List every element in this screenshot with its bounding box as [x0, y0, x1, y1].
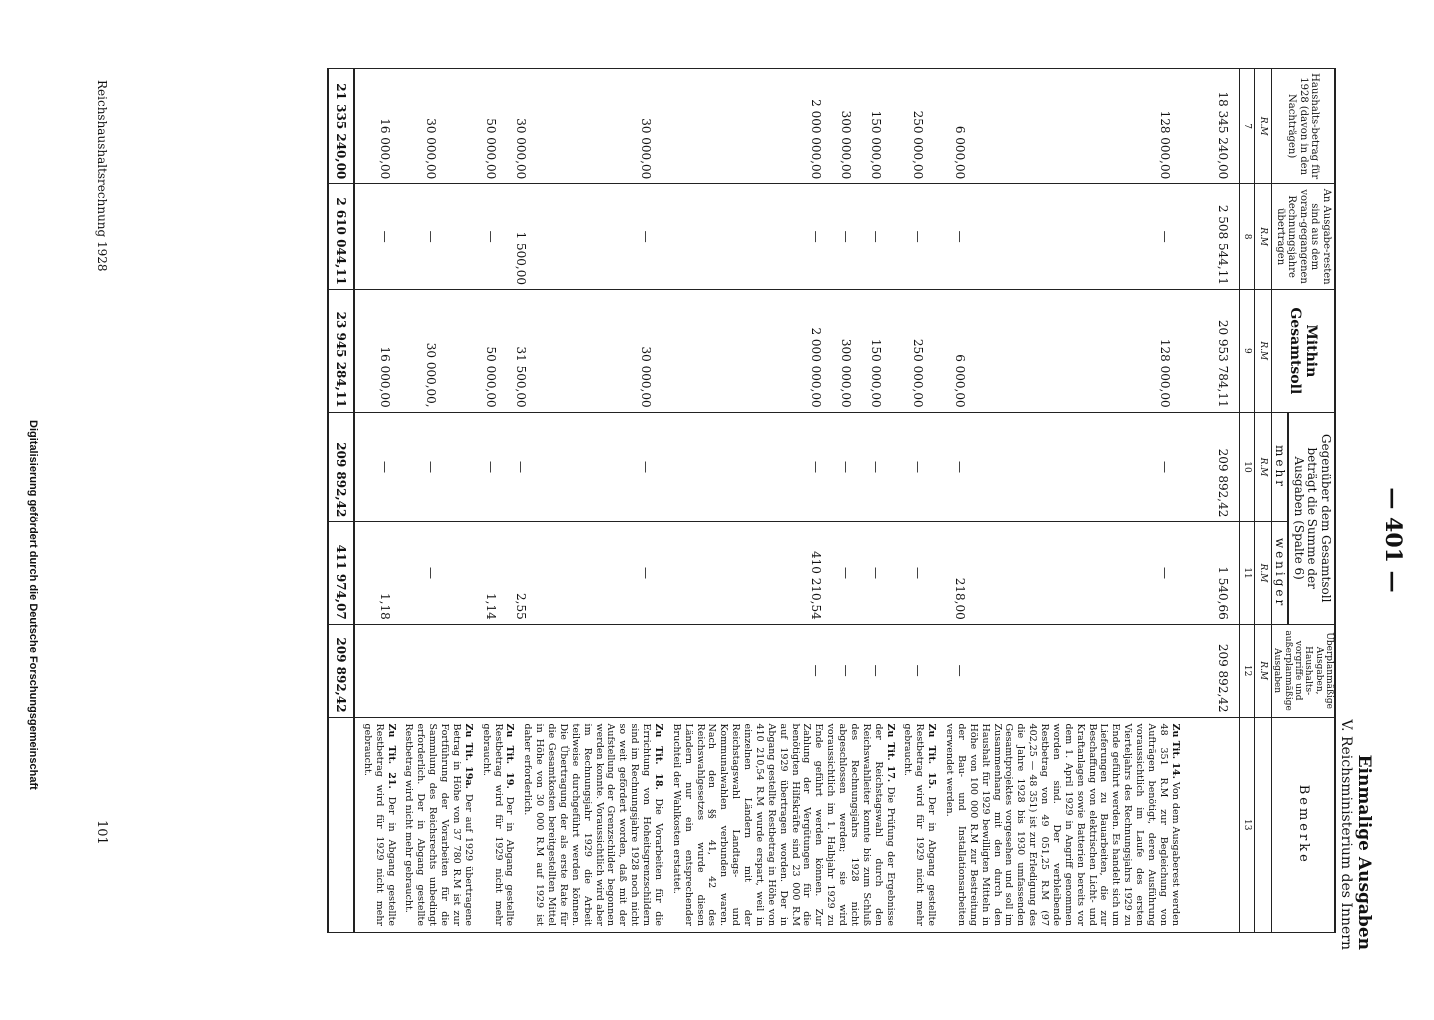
col-header-10: mehr — [1271, 412, 1288, 522]
unit-row — [1254, 69, 1271, 933]
cell-c10: — — [639, 412, 809, 522]
total-c13 — [328, 717, 354, 932]
col-header-12: Überplanmäßige Ausgaben, Haushalts-vorgriffe und außerplanmäßige Ausgaben — [1271, 624, 1335, 717]
cell-c10: — — [809, 412, 839, 522]
cell-c7: 30 000,00 — [639, 69, 809, 184]
cell-c11: — — [911, 522, 953, 624]
unit-cell: R.M — [1254, 412, 1271, 522]
cell-c7: 2 000 000,00 — [809, 69, 839, 184]
unit-cell: R.M — [1254, 522, 1271, 624]
cell-c11: — — [869, 522, 911, 624]
cell-c9: 30 000,00 — [639, 290, 809, 413]
note-text: Der auf 1929 übertragene Betrag in Höhe von 37 780 R.M ist zur Fortführung der Vorarbeiten für die Sammlung des Reichsrechts unbedingt erforderlich. Der in Abgang gestellte Restbetrag wird nicht mehr gebraucht. — [403, 723, 474, 926]
cell-c7: 150 000,00 — [869, 69, 911, 184]
cell-c7: 6 000,00 — [953, 69, 1158, 184]
note-text: Von dem Ausgaberest werden 48 351 R.M zur Begleichung von Aufträgen benötigt, deren Ausführung voraussichtlich im Laufe des ersten Vierteljahrs des Rechnungsjahrs 1929 zu Ende geführt werden. Es handelt sich um Lieferungen zu Bauarbeiten, die zur Beschaffung von elektrischen Licht- und Kraftanlagen sowie Batterien bereits vor dem 1. April 1929 in Angriff genommen worden sind. Der verbleibende Restbetrag von 49 051,25 R.M (97 402,25 — 48 351) ist zur Erledigung des die Jahre 1928 bis 1930 umfassenden Gesamtprojektes vorgesehen und soll im Zusammenhang mit den durch den Haushalt für 1929 bewilligten Mitteln in Höhe von 100 000 R.M zur Bestreitung der Bau- und Installationsarbeiten verwendet werden. — [944, 723, 1181, 926]
section-title: Einmalige Ausgaben — [1354, 754, 1374, 950]
cell-c9: 50 000,00 — [484, 290, 514, 413]
note-tit-14 — [943, 724, 1181, 926]
col-header-10-11: Gegenüber dem Gesamtsoll beträgt die Summe der Ausgaben (Spalte 6) — [1288, 412, 1335, 624]
cell-c8: — — [869, 184, 911, 290]
cell-c11: 410 210,54 — [809, 522, 839, 624]
note-text: Der in Abgang gestellte Restbetrag wird für 1929 nicht mehr gebraucht. — [480, 723, 516, 927]
unit-cell: R.M — [1254, 624, 1271, 717]
note-tit-17 — [670, 724, 896, 926]
note-lead: Zu Tit. 17. — [884, 723, 896, 783]
cell-c8: — — [378, 184, 424, 290]
cell-c7: 128 000,00 — [1158, 69, 1216, 184]
cell-c11: 218,00 — [953, 522, 1158, 624]
cell-c11: 1 540,66 — [1216, 522, 1240, 624]
cell-c10: — — [484, 412, 514, 522]
cell-c12: 209 892,42 — [1216, 624, 1240, 717]
note-lead: Zu Tit. 21. — [385, 723, 397, 789]
total-c9: 23 945 284,11 — [328, 290, 354, 413]
cell-c10: 209 892,42 — [1216, 412, 1240, 522]
unit-cell-empty — [1254, 717, 1271, 932]
index-row — [1239, 69, 1254, 933]
note-lead: Zu Tit. 19a. — [462, 723, 474, 789]
note-tit-15 — [902, 724, 938, 926]
cell-c9: 6 000,00 — [953, 290, 1158, 413]
cell-c7: 50 000,00 — [484, 69, 514, 184]
col-header-7: Haushalts-betrag für 1928 (davon in den Nachträgen) — [1271, 69, 1335, 184]
unit-cell: R.M — [1254, 69, 1271, 184]
cell-c9: 300 000,00 — [839, 290, 869, 413]
cell-c11: — — [424, 522, 484, 624]
cell-c10: — — [1158, 412, 1216, 522]
cell-c9: 20 953 784,11 — [1216, 290, 1240, 413]
note-text: Der in Abgang gestellte Restbetrag wird für 1929 nicht mehr gebraucht. — [902, 723, 938, 927]
footer-title: Reichshaushaltsrechnung 1928 — [95, 80, 109, 272]
cell-c8: — — [424, 184, 484, 290]
cell-c10: — — [514, 412, 639, 522]
cell-c8: — — [639, 184, 809, 290]
cell-c7: 250 000,00 — [911, 69, 953, 184]
total-c8: 2 610 044,11 — [328, 184, 354, 290]
note-text: Die Prüfung der Ergebnisse der Reichstagswahl durch den Reichswahlleiter konnte bis zum Schluß des Rechnungsjahrs 1928 nicht abgeschlossen werden; sie wird voraussichtlich im 1. Halbjahr 1929 zu Ende geführt werden können. Zur Zahlung der Vergütungen für die benötigten Hilfskräfte sind 23 000 R.M auf 1929 übertragen worden. Der in Abgang gestellte Restbetrag in Höhe von 410 210,54 R.M wurde erspart, weil in einzelnen Ländern mit der Reichstagswahl Landtags- und Kommunalwahlen verbunden waren. Nach den §§ 41, 42 des Reichswahlgesetzes wurde diesen Ländern nur ein entsprechender Bruchteil der Wahlkosten erstattet. — [670, 723, 896, 926]
cell-c7: 18 345 240,00 — [1216, 69, 1240, 184]
unit-cell: R.M — [1254, 290, 1271, 413]
index-cell: 7 — [1239, 69, 1254, 184]
cell-c11: — — [1158, 522, 1216, 624]
index-cell: 10 — [1239, 412, 1254, 522]
table-row — [1216, 69, 1240, 933]
cell-c12 — [514, 624, 639, 717]
cell-c9: 150 000,00 — [869, 290, 911, 413]
note-tit-19 — [480, 724, 516, 926]
note-tit-21 — [361, 724, 397, 926]
total-c7: 21 335 240,00 — [328, 69, 354, 184]
footer-page-number: 101 — [94, 820, 109, 845]
page-number: — 401 — — [1380, 487, 1406, 593]
cell-c10: — — [839, 412, 869, 522]
col-header-11: weniger — [1271, 522, 1288, 624]
total-c10: 209 892,42 — [328, 412, 354, 522]
cell-c9: 250 000,00 — [911, 290, 953, 413]
cell-c11: 1,18 — [378, 522, 424, 624]
cell-c10: — — [424, 412, 484, 522]
cell-c11: 1,14 — [484, 522, 514, 624]
index-cell: 11 — [1239, 522, 1254, 624]
cell-c10: — — [378, 412, 424, 522]
cell-c12 — [424, 624, 484, 717]
note-lead: Zu Tit. 15. — [926, 723, 938, 789]
index-cell: 13 — [1239, 717, 1254, 932]
cell-c7: 30 000,00 — [514, 69, 639, 184]
cell-c12 — [639, 624, 809, 717]
cell-c8: — — [809, 184, 839, 290]
note-tit-19a — [403, 724, 474, 926]
expenditure-table — [327, 68, 1336, 933]
index-cell: 8 — [1239, 184, 1254, 290]
cell-c12: — — [911, 624, 953, 717]
total-row — [328, 69, 354, 933]
cell-c11: — — [839, 522, 869, 624]
section-subtitle: V. Reichsministerium des Innern — [1338, 719, 1354, 950]
note-lead: Zu Tit. 19. — [504, 723, 516, 789]
cell-c8: — — [911, 184, 953, 290]
col-header-13: Bemerke — [1271, 717, 1335, 932]
cell-c9: 128 000,00 — [1158, 290, 1216, 413]
cell-c12: — — [953, 624, 1158, 717]
cell-c11: — — [639, 522, 809, 624]
cell-c8: — — [839, 184, 869, 290]
note-lead: Zu Tit. 18. — [652, 723, 664, 790]
cell-c10: — — [953, 412, 1158, 522]
cell-c8: — — [484, 184, 514, 290]
cell-c11: 2,55 — [514, 522, 639, 624]
cell-c7: 300 000,00 — [839, 69, 869, 184]
cell-c8: 1 500,00 — [514, 184, 639, 290]
total-c11: 411 974,07 — [328, 522, 354, 624]
cell-c8: — — [953, 184, 1158, 290]
note-lead: Zu Tit. 14. — [1169, 723, 1181, 779]
cell-c9: 30 000,00, — [424, 290, 484, 413]
col-header-9: Mithin Gesamtsoll — [1271, 290, 1335, 413]
cell-c10: — — [869, 412, 911, 522]
cell-c12 — [378, 624, 424, 717]
cell-c7: 16 000,00 — [378, 69, 424, 184]
cell-c12 — [484, 624, 514, 717]
remarks-column — [354, 717, 1240, 932]
cell-c9: 31 500,00 — [514, 290, 639, 413]
note-text: Der in Abgang gestellte Restbetrag wird für 1929 nicht mehr gebraucht. — [361, 723, 397, 927]
col-header-8: An Ausgabe-resten sind aus dem voran-gegangenen Rechnungsjahre übertragen — [1271, 184, 1335, 290]
cell-c12: — — [809, 624, 839, 717]
cell-c12 — [1158, 624, 1216, 717]
note-text: Die Vorarbeiten für die Errichtung von Hoheitsgrenzschildern sind im Rechnungsjahre 1928 noch nicht so weit gefördert worden, daß mit der Aufstellung der Grenzschilder begonnen werden konnte. Voraussichtlich wird aber im Rechnungsjahr 1929 die Arbeit teilweise durchgeführt werden können. Die Übertragung der als erste Rate für die Gesamtkosten bereitgestellten Mittel in Höhe von 30 000 R.M auf 1929 ist daher erforderlich. — [522, 723, 664, 926]
index-cell: 9 — [1239, 290, 1254, 413]
note-tit-18 — [521, 724, 664, 926]
digitization-note: Digitalisierung gefördert durch die Deutsche Forschungsgemeinschaft — [27, 420, 39, 790]
unit-cell: R.M — [1254, 184, 1271, 290]
cell-c8: — — [1158, 184, 1216, 290]
cell-c12: — — [869, 624, 911, 717]
total-c12: 209 892,42 — [328, 624, 354, 717]
cell-c8: 2 508 544,11 — [1216, 184, 1240, 290]
cell-c10: — — [911, 412, 953, 522]
cell-c12: — — [839, 624, 869, 717]
cell-c7: 30 000,00 — [424, 69, 484, 184]
index-cell: 12 — [1239, 624, 1254, 717]
cell-c9: 2 000 000,00 — [809, 290, 839, 413]
cell-c9: 16 000,00 — [378, 290, 424, 413]
